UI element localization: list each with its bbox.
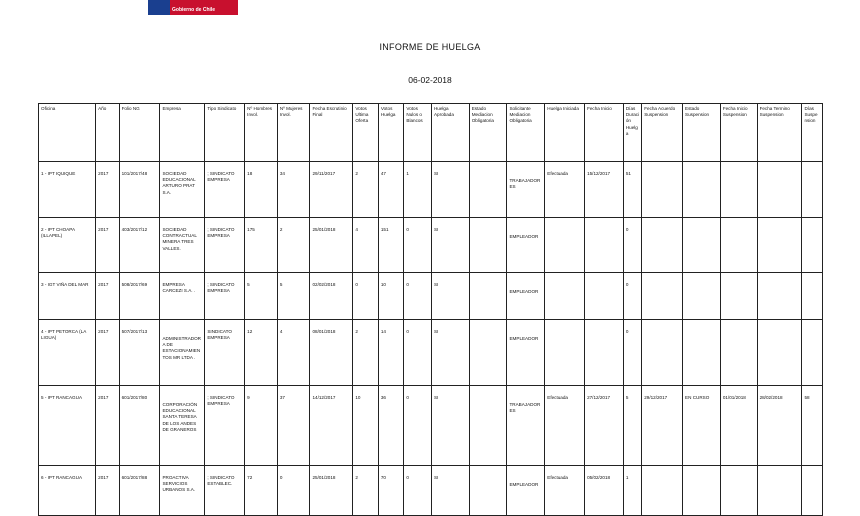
cell-iniciada xyxy=(545,217,585,272)
cell-mujeres: 34 xyxy=(277,161,310,217)
cell-aprobada: SI xyxy=(431,385,469,465)
logo-blue-block xyxy=(148,0,170,15)
cell-folio: 507/2017/13 xyxy=(119,319,160,385)
col-header: Días Suspension xyxy=(802,104,823,162)
cell-empresa xyxy=(160,319,205,385)
cell-iniciada xyxy=(545,272,585,319)
cell-fecha-inicio: 05/02/2018 xyxy=(585,465,624,515)
col-header: Nº Hombres Invol. xyxy=(245,104,278,162)
cell-hombres: 18 xyxy=(245,161,278,217)
solicitante-text: EMPLEADOR xyxy=(509,335,539,341)
cell-anio: 2017 xyxy=(96,272,119,319)
cell-solicitante xyxy=(507,161,545,217)
cell-fecha-inicio xyxy=(585,217,624,272)
cell-fecha-acuerdo xyxy=(642,161,683,217)
cell-empresa: SOCIEDAD EDUCACIONAL ARTURO PRAT S.A. xyxy=(160,161,205,217)
solicitante-text: TRABAJADORES xyxy=(509,177,541,189)
cell-fecha-inicio-susp xyxy=(720,217,757,272)
cell-estado-mediacion xyxy=(469,161,507,217)
col-header: Oficina xyxy=(39,104,96,162)
cell-votos-oferta: 0 xyxy=(353,272,379,319)
cell-hombres: 72 xyxy=(245,465,278,515)
cell-votos-huelga: 10 xyxy=(378,272,404,319)
cell-fecha-inicio-susp xyxy=(720,465,757,515)
report-date: 06-02-2018 xyxy=(408,75,452,85)
table-row xyxy=(39,217,823,272)
cell-folio: 403/2017/12 xyxy=(119,217,160,272)
cell-fecha-inicio-susp xyxy=(720,319,757,385)
cell-solicitante xyxy=(507,385,545,465)
cell-oficina: 6 - IPT RANCAGUA xyxy=(39,465,96,515)
cell-fecha-inicio xyxy=(585,319,624,385)
cell-fecha-termino-susp xyxy=(757,217,802,272)
col-header: Año xyxy=(96,104,119,162)
col-header: Fecha Inicio Suspension xyxy=(720,104,757,162)
cell-anio: 2017 xyxy=(96,161,119,217)
cell-iniciada: Efectuada xyxy=(545,465,585,515)
cell-fecha-termino-susp xyxy=(757,319,802,385)
cell-dias-duracion: 0 xyxy=(623,272,641,319)
cell-votos-huelga: 151 xyxy=(378,217,404,272)
col-header: Fecha Termino Suspension xyxy=(757,104,802,162)
cell-hombres: 175 xyxy=(245,217,278,272)
cell-fecha-escrutinio: 14/12/2017 xyxy=(310,385,353,465)
solicitante-text: EMPLEADOR xyxy=(509,481,539,487)
cell-mujeres: 37 xyxy=(277,385,310,465)
cell-folio: 601/2017/80 xyxy=(119,385,160,465)
cell-tipo: ; SINDICATO EMPRESA xyxy=(205,217,245,272)
cell-solicitante xyxy=(507,465,545,515)
cell-empresa: PROACTIVA SERVICIOS URBANOS S.A. xyxy=(160,465,205,515)
cell-fecha-inicio-susp: 01/01/2018 xyxy=(720,385,757,465)
cell-solicitante xyxy=(507,217,545,272)
cell-iniciada: Efectuada xyxy=(545,161,585,217)
cell-aprobada: SI xyxy=(431,319,469,385)
cell-oficina: 1 - IPT IQUIQUE xyxy=(39,161,96,217)
cell-fecha-acuerdo xyxy=(642,465,683,515)
cell-fecha-termino-susp xyxy=(757,272,802,319)
cell-anio: 2017 xyxy=(96,319,119,385)
cell-fecha-acuerdo xyxy=(642,272,683,319)
col-header: Votos Huelga xyxy=(378,104,404,162)
cell-dias-duracion: 1 xyxy=(623,465,641,515)
cell-votos-huelga: 70 xyxy=(378,465,404,515)
strike-report-table xyxy=(38,103,823,516)
cell-fecha-escrutinio: 29/11/2017 xyxy=(310,161,353,217)
cell-votos-huelga: 36 xyxy=(378,385,404,465)
cell-fecha-inicio: 27/12/2017 xyxy=(585,385,624,465)
cell-votos-oferta: 4 xyxy=(353,217,379,272)
cell-estado-mediacion xyxy=(469,217,507,272)
cell-empresa: SOCIEDAD CONTRACTUAL MINERA TRES VALLES. xyxy=(160,217,205,272)
cell-fecha-acuerdo xyxy=(642,217,683,272)
cell-votos-nulos: 0 xyxy=(404,272,432,319)
cell-folio: 508/2017/69 xyxy=(119,272,160,319)
cell-votos-nulos: 0 xyxy=(404,385,432,465)
cell-fecha-acuerdo xyxy=(642,319,683,385)
cell-estado-mediacion xyxy=(469,465,507,515)
cell-iniciada xyxy=(545,319,585,385)
cell-dias-susp xyxy=(802,319,823,385)
empresa-text: CORPORACIÓN EDUCACIONAL SANTA TERESA DE LOS ANDES DE GRANEROS xyxy=(162,401,198,433)
cell-oficina: 3 - IGT VIÑA DEL MAR xyxy=(39,272,96,319)
cell-votos-oferta: 2 xyxy=(353,465,379,515)
col-header: Votos Nulos o Blancos xyxy=(404,104,432,162)
cell-dias-susp: 58 xyxy=(802,385,823,465)
cell-votos-nulos: 0 xyxy=(404,217,432,272)
cell-estado-mediacion xyxy=(469,319,507,385)
cell-anio: 2017 xyxy=(96,465,119,515)
cell-estado-suspension xyxy=(683,217,721,272)
cell-dias-duracion: 0 xyxy=(623,319,641,385)
cell-aprobada: SI xyxy=(431,272,469,319)
cell-empresa xyxy=(160,385,205,465)
col-header: Solicitante Mediacion Obligatoria xyxy=(507,104,545,162)
cell-mujeres: 0 xyxy=(277,465,310,515)
cell-dias-susp xyxy=(802,217,823,272)
cell-hombres: 5 xyxy=(245,272,278,319)
cell-estado-suspension xyxy=(683,465,721,515)
cell-fecha-escrutinio: 08/01/2018 xyxy=(310,319,353,385)
table-row xyxy=(39,161,823,217)
cell-fecha-inicio-susp xyxy=(720,272,757,319)
col-header: Fecha Inicio xyxy=(585,104,624,162)
cell-fecha-escrutinio: 02/02/2018 xyxy=(310,272,353,319)
cell-tipo: SINDICATO EMPRESA xyxy=(205,319,245,385)
cell-estado-suspension xyxy=(683,161,721,217)
cell-empresa: EMPRESA CARCEZI S.A. . xyxy=(160,272,205,319)
cell-aprobada: SI xyxy=(431,465,469,515)
cell-votos-huelga: 14 xyxy=(378,319,404,385)
cell-dias-duracion: 51 xyxy=(623,161,641,217)
cell-votos-oferta: 10 xyxy=(353,385,379,465)
cell-anio: 2017 xyxy=(96,217,119,272)
col-header: Estado Suspension xyxy=(683,104,721,162)
cell-hombres: 12 xyxy=(245,319,278,385)
solicitante-text: EMPLEADOR xyxy=(509,288,539,294)
cell-folio: 601/2017/88 xyxy=(119,465,160,515)
cell-solicitante xyxy=(507,319,545,385)
cell-tipo: ; SINDICATO EMPRESA xyxy=(205,161,245,217)
cell-dias-duracion: 0 xyxy=(623,217,641,272)
cell-oficina: 2 - IPT CHOAPA (ILLAPEL) xyxy=(39,217,96,272)
cell-votos-nulos: 0 xyxy=(404,465,432,515)
cell-fecha-inicio-susp xyxy=(720,161,757,217)
logo-text: Gobierno de Chile xyxy=(172,7,216,13)
cell-mujeres: 5 xyxy=(277,272,310,319)
cell-fecha-inicio xyxy=(585,272,624,319)
solicitante-text: EMPLEADOR xyxy=(509,233,539,239)
empresa-text: ADMINISTRADORA DE ESTACIONAMIENTOS MR LTDA . xyxy=(162,335,201,360)
table-row xyxy=(39,385,823,465)
solicitante-text: TRABAJADORES xyxy=(509,401,541,413)
cell-estado-suspension xyxy=(683,272,721,319)
cell-dias-duracion: 5 xyxy=(623,385,641,465)
cell-oficina: 4 - IPT PETORCA (LA LIGUA) xyxy=(39,319,96,385)
cell-mujeres: 4 xyxy=(277,319,310,385)
cell-aprobada: SI xyxy=(431,161,469,217)
cell-dias-susp xyxy=(802,465,823,515)
cell-estado-suspension: EN CURSO xyxy=(683,385,721,465)
col-header: Días Duración Huelga xyxy=(623,104,641,162)
cell-tipo: ; SINDICATO EMPRESA xyxy=(205,385,245,465)
col-header: Huelga Iniciada xyxy=(545,104,585,162)
table-row xyxy=(39,465,823,515)
cell-votos-huelga: 47 xyxy=(378,161,404,217)
col-header: Estado Mediacion Obligatoria xyxy=(469,104,507,162)
cell-iniciada: Efectuada xyxy=(545,385,585,465)
cell-fecha-termino-susp xyxy=(757,161,802,217)
col-header: Nº Mujeres Invol. xyxy=(277,104,310,162)
col-header: Fecha Acuerdo Suspension xyxy=(642,104,683,162)
cell-fecha-termino-susp: 28/02/2018 xyxy=(757,385,802,465)
cell-mujeres: 2 xyxy=(277,217,310,272)
cell-fecha-escrutinio: 25/01/2018 xyxy=(310,217,353,272)
cell-votos-oferta: 2 xyxy=(353,319,379,385)
cell-solicitante xyxy=(507,272,545,319)
gobierno-logo xyxy=(148,0,238,15)
col-header: Fecha Escrutinio Final xyxy=(310,104,353,162)
cell-anio: 2017 xyxy=(96,385,119,465)
cell-estado-suspension xyxy=(683,319,721,385)
table-row xyxy=(39,272,823,319)
cell-dias-susp xyxy=(802,272,823,319)
report-title: INFORME DE HUELGA xyxy=(379,42,481,52)
col-header: Folio NG xyxy=(119,104,160,162)
cell-hombres: 9 xyxy=(245,385,278,465)
cell-dias-susp xyxy=(802,161,823,217)
cell-fecha-acuerdo: 29/12/2017 xyxy=(642,385,683,465)
cell-votos-oferta: 2 xyxy=(353,161,379,217)
table-row xyxy=(39,319,823,385)
cell-tipo: ; SINDICATO ESTABLEC. xyxy=(205,465,245,515)
table-header-row xyxy=(39,104,823,162)
cell-tipo: ; SINDICATO EMPRESA xyxy=(205,272,245,319)
col-header: Votos Ultima Oferta xyxy=(353,104,379,162)
cell-estado-mediacion xyxy=(469,385,507,465)
cell-fecha-escrutinio: 25/01/2018 xyxy=(310,465,353,515)
cell-fecha-termino-susp xyxy=(757,465,802,515)
cell-votos-nulos: 1 xyxy=(404,161,432,217)
cell-fecha-inicio: 15/12/2017 xyxy=(585,161,624,217)
col-header: Empresa xyxy=(160,104,205,162)
cell-folio: 101/2017/48 xyxy=(119,161,160,217)
cell-oficina: 5 - IPT RANCAGUA xyxy=(39,385,96,465)
cell-aprobada: SI xyxy=(431,217,469,272)
col-header: Tipo Sindicato xyxy=(205,104,245,162)
col-header: Huelga Aprobada xyxy=(431,104,469,162)
cell-estado-mediacion xyxy=(469,272,507,319)
cell-votos-nulos: 0 xyxy=(404,319,432,385)
